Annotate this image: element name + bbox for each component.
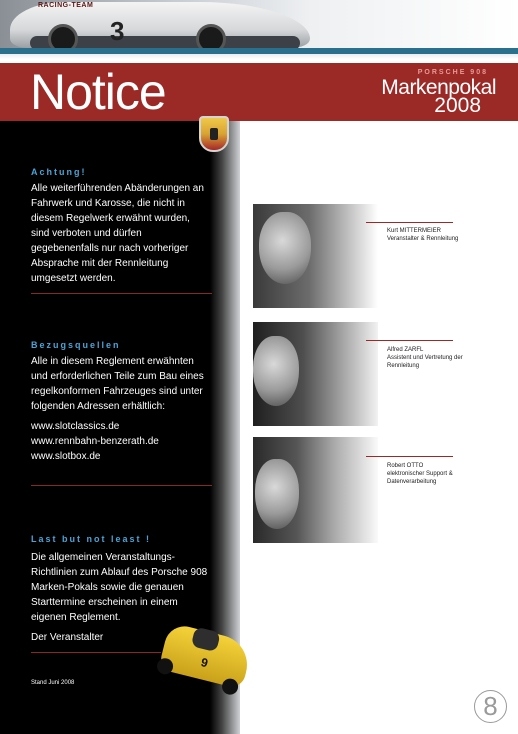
top-banner — [0, 0, 518, 52]
car-number: 3 — [110, 16, 125, 46]
section-body-bezugsquellen — [31, 354, 211, 464]
photo-kurt-mittermeier — [253, 204, 378, 308]
section-paragraph: Alle weiterführenden Abänderungen an Fahrwerk und Karosse, die nicht in diesem Regelwerk erwähnt wurden, sind verboten und dürfen gegebenenfalls nur nach vorheriger Absprache mit der Rennleitung umgesetzt werden. — [31, 183, 204, 284]
caption-kurt — [387, 227, 487, 243]
page-number: 8 — [474, 690, 507, 723]
series-label: PORSCHE 908 — [417, 69, 488, 76]
link-slotclassics[interactable]: www.slotclassics.de — [31, 421, 120, 432]
section-paragraph: Die allgemeinen Veranstaltungs-Richtlinien zum Ablauf des Porsche 908 Marken-Pokals sowie die genauen Starttermine erscheinen in einem eigenen Reglement. — [31, 552, 208, 623]
portrait-face — [255, 459, 299, 529]
portrait-face — [253, 336, 299, 406]
section-heading-achtung: Achtung! — [31, 167, 87, 177]
photo-alfred-zarfl — [253, 322, 378, 426]
page-title: Notice — [30, 64, 166, 120]
divider-stripe — [0, 54, 518, 59]
staff-role: Veranstalter & Rennleitung — [387, 236, 459, 242]
year-title: 2008 — [434, 94, 481, 117]
link-rennbahn-benzerath[interactable]: www.rennbahn-benzerath.de — [31, 436, 159, 447]
caption-rule — [366, 222, 453, 223]
staff-role: elektronischer Support & Datenverarbeitung — [387, 471, 453, 485]
caption-rule — [366, 340, 453, 341]
staff-name: Alfred ZARFL — [387, 347, 424, 353]
staff-role: Assistent und Vertretung der Rennleitung — [387, 355, 463, 369]
section-divider — [31, 652, 161, 653]
portrait-face — [259, 212, 311, 284]
staff-name: Kurt MITTERMEIER — [387, 228, 442, 234]
brand-title: Markenpokal — [381, 76, 496, 99]
car-livery-text: RACING-TEAM — [38, 2, 94, 9]
caption-robert — [387, 462, 487, 486]
section-divider — [31, 293, 212, 294]
section-divider — [31, 485, 212, 486]
caption-rule — [366, 456, 453, 457]
signature-line: Der Veranstalter — [31, 632, 104, 643]
section-body-achtung — [31, 181, 211, 291]
section-paragraph: Alle in diesem Reglement erwähnten und erforderlichen Teile zum Bau eines regelkonformen Fahrzeuges sind unter folgenden Adressen erhältlich: — [31, 356, 204, 412]
staff-name: Robert OTTO — [387, 463, 424, 469]
section-heading-last: Last but not least ! — [31, 534, 152, 544]
stand-note: Stand Juni 2008 — [31, 680, 75, 686]
section-heading-bezugsquellen: Bezugsquellen — [31, 340, 121, 350]
photo-robert-otto — [253, 437, 378, 543]
slot-car-number: 9 — [199, 655, 210, 671]
porsche-crest-icon — [199, 116, 229, 152]
link-slotbox[interactable]: www.slotbox.de — [31, 451, 101, 462]
caption-alfred — [387, 346, 487, 370]
